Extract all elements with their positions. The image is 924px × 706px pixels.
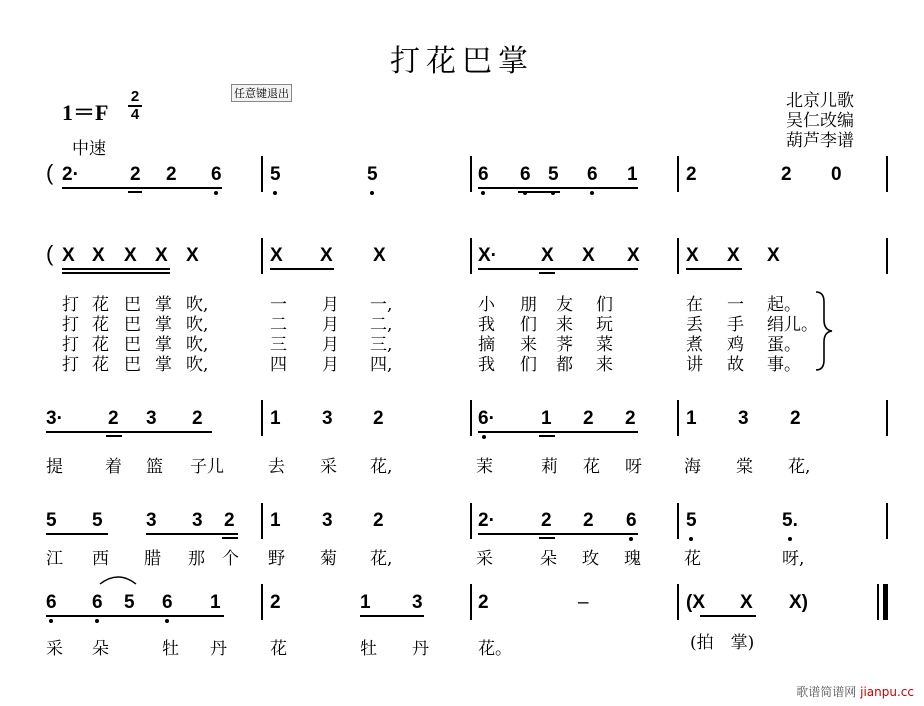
verse-syllable: 三 [270, 335, 287, 355]
bar-line [261, 400, 263, 436]
bar-line [261, 584, 263, 620]
verse-syllable: 四, [370, 355, 393, 375]
underline [62, 268, 170, 270]
lyric-syllable: 丹 [210, 639, 227, 659]
lyric-syllable: 海 [684, 457, 701, 477]
verse-syllable: 丢 [686, 315, 703, 335]
note-item: 6 [478, 164, 489, 185]
bar-line [886, 238, 888, 274]
note-item: 2 [166, 164, 177, 185]
note-item: 2 [478, 592, 489, 613]
rhythm-item: X [541, 245, 554, 266]
clap-instruction: (拍 掌) [690, 633, 755, 653]
bar-line [886, 400, 888, 436]
note-item: 2 [790, 408, 801, 429]
verse-syllable: 来 [520, 335, 537, 355]
lyric-syllable: 江 [46, 549, 63, 569]
note-item: 6 [587, 164, 598, 185]
verse-syllable: 巴 [124, 355, 141, 375]
underline [478, 533, 638, 535]
verse-syllable: 绢儿。 [767, 315, 818, 335]
lyric-syllable: 提 [46, 457, 63, 477]
lyric-syllable: 野 [268, 549, 285, 569]
rhythm-item: X [270, 245, 283, 266]
verse-brace [812, 290, 836, 372]
underline [539, 537, 555, 539]
verse-syllable: 月 [322, 355, 339, 375]
verse-syllable: 掌 [155, 355, 172, 375]
note-item: 5 [686, 510, 697, 531]
verse-syllable: 吹, [186, 315, 209, 335]
note-item: 3 [146, 408, 157, 429]
verse-syllable: 菜 [596, 335, 613, 355]
note-item: 1 [686, 408, 697, 429]
note-item: 2 [686, 164, 697, 185]
note-item: 2 [625, 408, 636, 429]
note-item: 2 [373, 408, 384, 429]
note-item: 6 [162, 592, 173, 613]
verse-syllable: 月 [322, 295, 339, 315]
rhythm-item: X [62, 245, 75, 266]
underline [686, 268, 742, 270]
lyric-syllable: 玫 [582, 549, 599, 569]
rhythm-item: X [373, 245, 386, 266]
final-bar-thick [883, 584, 888, 620]
verse-syllable: 玩 [596, 315, 613, 335]
verse-syllable: 一 [270, 295, 287, 315]
note-item: 6 [520, 164, 531, 185]
rhythm-item: X [320, 245, 333, 266]
verse-syllable: 荠 [556, 335, 573, 355]
verse-syllable: 掌 [155, 315, 172, 335]
verse-syllable: 打 [62, 315, 79, 335]
bar-line [261, 238, 263, 274]
lyric-syllable: 花 [684, 549, 701, 569]
exit-button[interactable]: 任意键退出 [231, 84, 292, 102]
bar-line [470, 156, 472, 192]
lyric-syllable: 西 [92, 549, 109, 569]
underline [360, 615, 424, 617]
underline [46, 615, 224, 617]
underline [270, 268, 334, 270]
verse-syllable: 我 [478, 315, 495, 335]
note-item: 5 [548, 164, 559, 185]
bar-line [886, 156, 888, 192]
rhythm-item: (X [686, 592, 705, 613]
underline [222, 537, 238, 539]
rhythm-item: X [582, 245, 595, 266]
underline [46, 431, 212, 433]
verse-syllable: 们 [520, 355, 537, 375]
verse-syllable: 们 [520, 315, 537, 335]
verse-syllable: 讲 [686, 355, 703, 375]
verse-syllable: 在 [686, 295, 703, 315]
watermark-url: jianpu.cc [860, 685, 914, 699]
note-item: 6 [92, 592, 103, 613]
note-item: 5 [270, 164, 281, 185]
verse-syllable: 事。 [767, 355, 801, 375]
note-item: 6 [46, 592, 57, 613]
note-item: 3 [738, 408, 749, 429]
note-item: 1 [270, 510, 281, 531]
verse-syllable: 月 [322, 335, 339, 355]
underline [46, 533, 108, 535]
verse-syllable: 月 [322, 315, 339, 335]
credit-arranger: 吴仁改编 [786, 111, 854, 131]
verse-syllable: 一, [370, 295, 393, 315]
credit-origin: 北京儿歌 [786, 91, 854, 111]
lyric-syllable: 腊 [144, 549, 161, 569]
rhythm-item: X [92, 245, 105, 266]
verse-syllable: 打 [62, 295, 79, 315]
underline [539, 272, 555, 274]
final-bar-thin [877, 584, 879, 620]
note-item: 1 [360, 592, 371, 613]
bar-line [677, 238, 679, 274]
verse-syllable: 吹, [186, 295, 209, 315]
verse-syllable: 一 [727, 295, 744, 315]
underline [62, 187, 222, 189]
rhythm-item: X [767, 245, 780, 266]
verse-syllable: 我 [478, 355, 495, 375]
verse-syllable: 摘 [478, 335, 495, 355]
verse-syllable: 二 [270, 315, 287, 335]
note-item: 3 [322, 408, 333, 429]
bar-line [677, 400, 679, 436]
verse-syllable: 友 [556, 295, 573, 315]
lyric-syllable: 去 [268, 457, 285, 477]
key-signature: 1＝F [62, 100, 109, 125]
underline [700, 615, 756, 617]
watermark-site: 歌谱简谱网 [796, 685, 857, 699]
note-item: 1 [541, 408, 552, 429]
rhythm-item: X [155, 245, 168, 266]
lyric-syllable: 牡 [162, 639, 179, 659]
note-item: 2· [62, 164, 79, 185]
underline [146, 533, 238, 535]
note-item: 5. [782, 510, 798, 531]
rhythm-item: X [124, 245, 137, 266]
underline [478, 431, 638, 433]
lyric-syllable: 呀 [625, 457, 642, 477]
time-signature [128, 90, 142, 122]
underline [539, 435, 555, 437]
note-item: 2 [192, 408, 203, 429]
lyric-syllable: 花 [583, 457, 600, 477]
verse-syllable: 巴 [124, 315, 141, 335]
note-item: 3 [322, 510, 333, 531]
verse-syllable: 都 [556, 355, 573, 375]
verse-syllable: 蛋。 [767, 335, 801, 355]
note-item: 0 [831, 164, 842, 185]
credit-notation: 葫芦李谱 [786, 131, 854, 151]
lyric-syllable: 花。 [478, 639, 512, 659]
lyric-syllable: 瑰 [624, 549, 641, 569]
verse-syllable: 小 [478, 295, 495, 315]
lyric-syllable: 采 [320, 457, 337, 477]
lyric-syllable: 莉 [541, 457, 558, 477]
bar-line [261, 156, 263, 192]
bar-line [470, 503, 472, 539]
lyric-syllable: 花, [370, 549, 393, 569]
lyric-syllable: 采 [46, 639, 63, 659]
rhythm-item: ( [46, 241, 54, 266]
lyric-syllable: 篮 [146, 457, 163, 477]
note-item: 2 [130, 164, 141, 185]
verse-syllable: 花 [92, 295, 109, 315]
rhythm-item: X· [478, 245, 497, 266]
verse-syllable: 鸡 [727, 335, 744, 355]
lyric-syllable: 花, [370, 457, 393, 477]
underline [106, 435, 122, 437]
verse-syllable: 吹, [186, 355, 209, 375]
note-item: 6 [211, 164, 222, 185]
note-item: 5 [92, 510, 103, 531]
octave-dot [482, 435, 486, 439]
verse-syllable: 巴 [124, 335, 141, 355]
bar-line [886, 503, 888, 539]
note-item: 5 [124, 592, 135, 613]
lyric-syllable: 着 [105, 457, 122, 477]
note-item: 5 [367, 164, 378, 185]
slur [98, 572, 138, 586]
song-title: 打花巴掌 [390, 44, 534, 79]
verse-syllable: 手 [727, 315, 744, 335]
lyric-syllable: 茉 [476, 457, 493, 477]
verse-syllable: 故 [727, 355, 744, 375]
lyric-syllable: 呀, [782, 549, 805, 569]
verse-syllable: 三, [370, 335, 393, 355]
note-item: 2 [583, 510, 594, 531]
verse-syllable: 们 [596, 295, 613, 315]
lyric-syllable: 丹 [412, 639, 429, 659]
underline [128, 191, 142, 193]
lyric-syllable: 朵 [92, 639, 109, 659]
note-item: 2 [108, 408, 119, 429]
verse-syllable: 花 [92, 335, 109, 355]
note-item: 3 [412, 592, 423, 613]
verse-syllable: 打 [62, 355, 79, 375]
note-item: 1 [270, 408, 281, 429]
note-item: ( [46, 160, 54, 185]
watermark [796, 683, 914, 700]
bar-line [677, 503, 679, 539]
lyric-syllable: 那 [188, 549, 205, 569]
tempo-marking: 中速 [72, 139, 106, 159]
lyric-syllable: 子儿 [190, 457, 224, 477]
underline [478, 187, 638, 189]
lyric-syllable: 棠 [736, 457, 753, 477]
verse-syllable: 掌 [155, 335, 172, 355]
bar-line [470, 400, 472, 436]
note-item: 2 [224, 510, 235, 531]
verse-syllable: 二, [370, 315, 393, 335]
verse-syllable: 花 [92, 315, 109, 335]
verse-syllable: 掌 [155, 295, 172, 315]
verse-syllable: 煮 [686, 335, 703, 355]
time-signature-bottom: 4 [130, 106, 140, 123]
lyric-syllable: 个 [222, 549, 239, 569]
verse-syllable: 巴 [124, 295, 141, 315]
note-item: 1 [627, 164, 638, 185]
note-item: 6· [478, 408, 495, 430]
lyric-syllable: 花 [270, 639, 287, 659]
note-item: 3 [146, 510, 157, 531]
rhythm-item: X [740, 592, 753, 613]
bar-line [677, 156, 679, 192]
underline [478, 268, 638, 270]
note-item: 2 [270, 592, 281, 613]
underline [62, 272, 170, 274]
verse-syllable: 起。 [767, 295, 801, 315]
lyric-syllable: 采 [476, 549, 493, 569]
verse-syllable: 吹, [186, 335, 209, 355]
verse-syllable: 四 [270, 355, 287, 375]
verse-syllable: 花 [92, 355, 109, 375]
dash-note: – [578, 592, 589, 613]
note-item: 2· [478, 510, 495, 531]
rhythm-item: X [686, 245, 699, 266]
note-item: 3 [192, 510, 203, 531]
bar-line [470, 238, 472, 274]
note-item: 6 [626, 510, 637, 531]
note-item: 3· [46, 408, 63, 429]
bar-line [470, 584, 472, 620]
rhythm-item: X [727, 245, 740, 266]
rhythm-item: X [186, 245, 199, 266]
rhythm-item: X) [789, 592, 808, 613]
verse-syllable: 朋 [520, 295, 537, 315]
verse-syllable: 来 [596, 355, 613, 375]
bar-line [677, 584, 679, 620]
verse-syllable: 打 [62, 335, 79, 355]
lyric-syllable: 朵 [540, 549, 557, 569]
lyric-syllable: 花, [788, 457, 811, 477]
time-signature-top: 2 [130, 88, 140, 105]
note-item: 2 [373, 510, 384, 531]
note-item: 5 [46, 510, 57, 531]
verse-syllable: 来 [556, 315, 573, 335]
lyric-syllable: 菊 [320, 549, 337, 569]
note-item: 2 [781, 164, 792, 185]
bar-line [261, 503, 263, 539]
note-item: 2 [583, 408, 594, 429]
rhythm-item: X [627, 245, 640, 266]
note-item: 2 [541, 510, 552, 531]
underline [518, 191, 560, 193]
note-item: 1 [210, 592, 221, 613]
lyric-syllable: 牡 [360, 639, 377, 659]
